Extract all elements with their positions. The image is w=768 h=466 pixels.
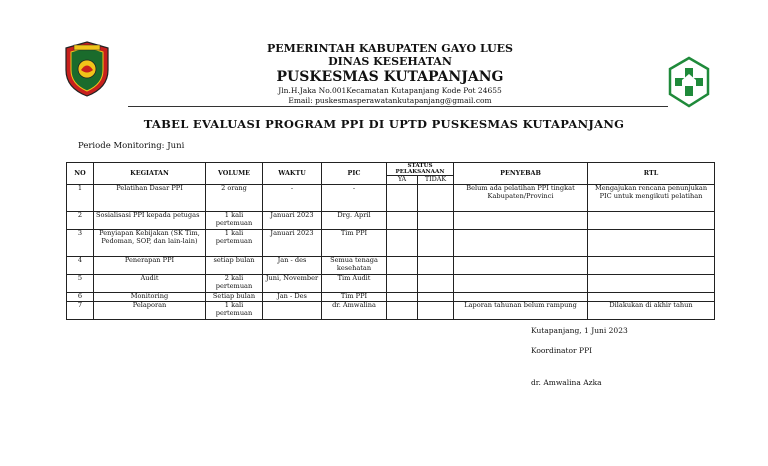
cell-volume: 2 kali pertemuan	[206, 275, 263, 293]
col-header-pic: PIC	[322, 163, 387, 185]
cell-ya	[387, 257, 418, 275]
col-header-volume: VOLUME	[206, 163, 263, 185]
cell-ya	[387, 293, 418, 302]
cell-volume: Setiap bulan	[206, 293, 263, 302]
cell-tidak	[418, 275, 454, 293]
cell-rtl: Dilakukan di akhir tahun	[588, 302, 715, 320]
cell-volume: 2 orang	[206, 185, 263, 212]
signature-place-date: Kutapanjang, 1 Juni 2023	[531, 326, 628, 335]
cell-waktu: -	[263, 185, 322, 212]
office-name: DINAS KESEHATAN	[328, 55, 452, 68]
cell-pic: dr. Amwalina	[322, 302, 387, 320]
letterhead-divider	[128, 106, 668, 107]
cell-penyebab	[454, 257, 588, 275]
cell-ya	[387, 275, 418, 293]
cell-waktu: Jan - Des	[263, 293, 322, 302]
cell-no: 1	[67, 185, 94, 212]
cell-volume: 1 kali pertemuan	[206, 212, 263, 230]
signature-name: dr. Amwalina Azka	[531, 378, 602, 387]
document-title: TABEL EVALUASI PROGRAM PPI DI UPTD PUSKESMAS KUTAPANJANG	[143, 117, 625, 131]
cell-tidak	[418, 230, 454, 257]
cell-tidak	[418, 185, 454, 212]
cell-tidak	[418, 212, 454, 230]
cell-tidak	[418, 302, 454, 320]
col-header-rtl: RTL	[588, 163, 715, 185]
cell-waktu: Juni, November	[263, 275, 322, 293]
col-header-tidak: TIDAK	[418, 176, 454, 185]
cell-ya	[387, 302, 418, 320]
col-header-kegiatan: KEGIATAN	[94, 163, 206, 185]
evaluation-table	[66, 162, 715, 320]
cell-pic: Tim PPI	[322, 293, 387, 302]
cell-ya	[387, 185, 418, 212]
cell-no: 5	[67, 275, 94, 293]
cell-volume: 1 kali pertemuan	[206, 302, 263, 320]
cell-tidak	[418, 257, 454, 275]
cell-kegiatan: Sosialisasi PPI kepada petugas	[94, 212, 206, 230]
letterhead	[150, 42, 630, 106]
cell-rtl	[588, 212, 715, 230]
cell-penyebab	[454, 275, 588, 293]
monitoring-period: Periode Monitoring: Juni	[78, 141, 185, 151]
cell-ya	[387, 230, 418, 257]
cell-no: 3	[67, 230, 94, 257]
col-header-status: STATUS PELAKSANAAN	[387, 163, 454, 176]
cell-penyebab	[454, 212, 588, 230]
cell-kegiatan: Audit	[94, 275, 206, 293]
puskesmas-logo-icon	[667, 56, 711, 108]
cell-pic: Tim Audit	[322, 275, 387, 293]
table-row	[67, 257, 715, 275]
cell-penyebab	[454, 230, 588, 257]
cell-waktu: Jan - des	[263, 257, 322, 275]
cell-penyebab: Belum ada pelatihan PPI tingkat Kabupaten/Provinci	[454, 185, 588, 212]
cell-volume: setiap bulan	[206, 257, 263, 275]
cell-tidak	[418, 293, 454, 302]
cell-pic: Tim PPI	[322, 230, 387, 257]
cell-pic: -	[322, 185, 387, 212]
cell-ya	[387, 212, 418, 230]
table-row	[67, 212, 715, 230]
address: Jln.H.Jaka No.001Kecamatan Kutapanjang Kode Pot 24655	[278, 86, 502, 95]
cell-rtl	[588, 257, 715, 275]
cell-kegiatan: Pelatihan Dasar PPI	[94, 185, 206, 212]
cell-kegiatan: Penyiapan Kebijakan (SK Tim, Pedoman, SOP, dan lain-lain)	[94, 230, 206, 257]
cell-kegiatan: Monitoring	[94, 293, 206, 302]
col-header-ya: YA	[387, 176, 418, 185]
cell-pic: Drg. April	[322, 212, 387, 230]
cell-pic: Semua tenaga kesehatan	[322, 257, 387, 275]
cell-no: 6	[67, 293, 94, 302]
col-header-no: NO	[67, 163, 94, 185]
cell-waktu: Januari 2023	[263, 212, 322, 230]
cell-kegiatan: Pelaporan	[94, 302, 206, 320]
cell-penyebab: Laporan tahunan belum rampung	[454, 302, 588, 320]
col-header-waktu: WAKTU	[263, 163, 322, 185]
cell-rtl	[588, 275, 715, 293]
col-header-penyebab: PENYEBAB	[454, 163, 588, 185]
table-row	[67, 302, 715, 320]
table-row	[67, 275, 715, 293]
cell-no: 7	[67, 302, 94, 320]
table-row	[67, 230, 715, 257]
cell-waktu: Januari 2023	[263, 230, 322, 257]
cell-kegiatan: Penerapan PPI	[94, 257, 206, 275]
government-name: PEMERINTAH KABUPATEN GAYO LUES	[267, 42, 513, 55]
signature-role: Koordinator PPI	[531, 346, 593, 355]
cell-rtl	[588, 230, 715, 257]
table-row	[67, 185, 715, 212]
cell-waktu	[263, 302, 322, 320]
gayo-lues-regency-emblem-icon	[62, 40, 112, 98]
cell-no: 4	[67, 257, 94, 275]
cell-rtl: Mengajukan rencana penunjukan PIC untuk mengikuti pelatihan	[588, 185, 715, 212]
cell-no: 2	[67, 212, 94, 230]
puskesmas-name: PUSKESMAS KUTAPANJANG	[276, 69, 504, 85]
email: Email: puskesmasperawatankutapanjang@gmail.com	[288, 96, 492, 105]
cell-volume: 1 kali pertemuan	[206, 230, 263, 257]
